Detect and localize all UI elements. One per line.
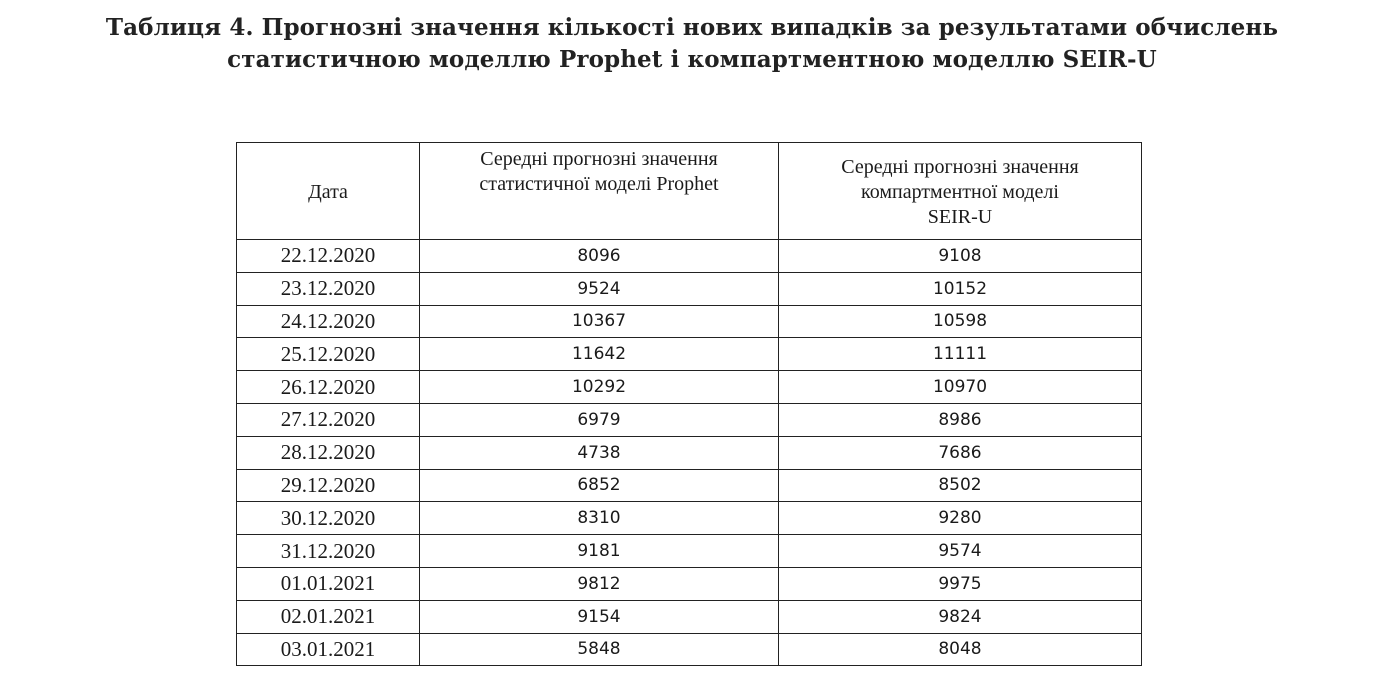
- table-caption: [0, 12, 1384, 76]
- table-row: [237, 502, 1142, 535]
- cell-date: 02.01.2021: [237, 600, 420, 633]
- cell-prophet-value: 9181: [420, 535, 779, 568]
- caption-line-2: статистичною моделлю Prophet і компартментною моделлю SEIR-U: [227, 46, 1157, 73]
- cell-seir-value: 9824: [779, 600, 1142, 633]
- cell-date: 24.12.2020: [237, 305, 420, 338]
- table-row: [237, 600, 1142, 633]
- cell-prophet-value: 11642: [420, 338, 779, 371]
- header-seir: [779, 143, 1142, 240]
- cell-prophet-value: 6979: [420, 403, 779, 436]
- header-seir-line-3: SEIR-U: [927, 205, 993, 228]
- cell-seir-value: 11111: [779, 338, 1142, 371]
- cell-date: 03.01.2021: [237, 633, 420, 666]
- cell-date: 27.12.2020: [237, 403, 420, 436]
- table-row: [237, 403, 1142, 436]
- header-seir-line-2: компартментної моделі: [861, 180, 1059, 203]
- cell-date: 28.12.2020: [237, 436, 420, 469]
- table-row: [237, 338, 1142, 371]
- cell-prophet-value: 5848: [420, 633, 779, 666]
- table-header: [237, 143, 1142, 240]
- cell-prophet-value: 9154: [420, 600, 779, 633]
- cell-seir-value: 10970: [779, 371, 1142, 404]
- cell-prophet-value: 4738: [420, 436, 779, 469]
- cell-date: 30.12.2020: [237, 502, 420, 535]
- cell-date: 22.12.2020: [237, 240, 420, 273]
- header-prophet-line-1: Середні прогнозні значення: [480, 148, 718, 170]
- cell-seir-value: 9975: [779, 567, 1142, 600]
- cell-seir-value: 8048: [779, 633, 1142, 666]
- cell-seir-value: 7686: [779, 436, 1142, 469]
- cell-prophet-value: 9812: [420, 567, 779, 600]
- table-row: [237, 535, 1142, 568]
- table-body: [237, 240, 1142, 666]
- cell-date: 29.12.2020: [237, 469, 420, 502]
- cell-seir-value: 9574: [779, 535, 1142, 568]
- cell-date: 31.12.2020: [237, 535, 420, 568]
- header-date: [237, 143, 420, 240]
- cell-date: 26.12.2020: [237, 371, 420, 404]
- cell-date: 23.12.2020: [237, 272, 420, 305]
- header-seir-line-1: Середні прогнозні значення: [841, 155, 1079, 178]
- cell-seir-value: 8502: [779, 469, 1142, 502]
- table-row: [237, 567, 1142, 600]
- cell-prophet-value: 9524: [420, 272, 779, 305]
- cell-seir-value: 10598: [779, 305, 1142, 338]
- cell-seir-value: 8986: [779, 403, 1142, 436]
- cell-prophet-value: 6852: [420, 469, 779, 502]
- header-row: [237, 143, 1142, 240]
- forecast-table: [236, 142, 1142, 666]
- table-row: [237, 436, 1142, 469]
- cell-prophet-value: 10367: [420, 305, 779, 338]
- cell-seir-value: 9280: [779, 502, 1142, 535]
- cell-seir-value: 9108: [779, 240, 1142, 273]
- header-prophet-line-2: статистичної моделі Prophet: [479, 173, 719, 195]
- cell-date: 01.01.2021: [237, 567, 420, 600]
- header-date-label: Дата: [308, 180, 348, 203]
- cell-seir-value: 10152: [779, 272, 1142, 305]
- caption-line-1: Таблиця 4. Прогнозні значення кількості нових випадків за результатами обчислень: [105, 14, 1279, 41]
- cell-prophet-value: 8096: [420, 240, 779, 273]
- header-prophet: [420, 143, 779, 240]
- cell-date: 25.12.2020: [237, 338, 420, 371]
- table-row: [237, 633, 1142, 666]
- table-row: [237, 469, 1142, 502]
- table-row: [237, 305, 1142, 338]
- table-row: [237, 272, 1142, 305]
- table-row: [237, 240, 1142, 273]
- cell-prophet-value: 10292: [420, 371, 779, 404]
- table-container: [236, 142, 1142, 666]
- cell-prophet-value: 8310: [420, 502, 779, 535]
- table-row: [237, 371, 1142, 404]
